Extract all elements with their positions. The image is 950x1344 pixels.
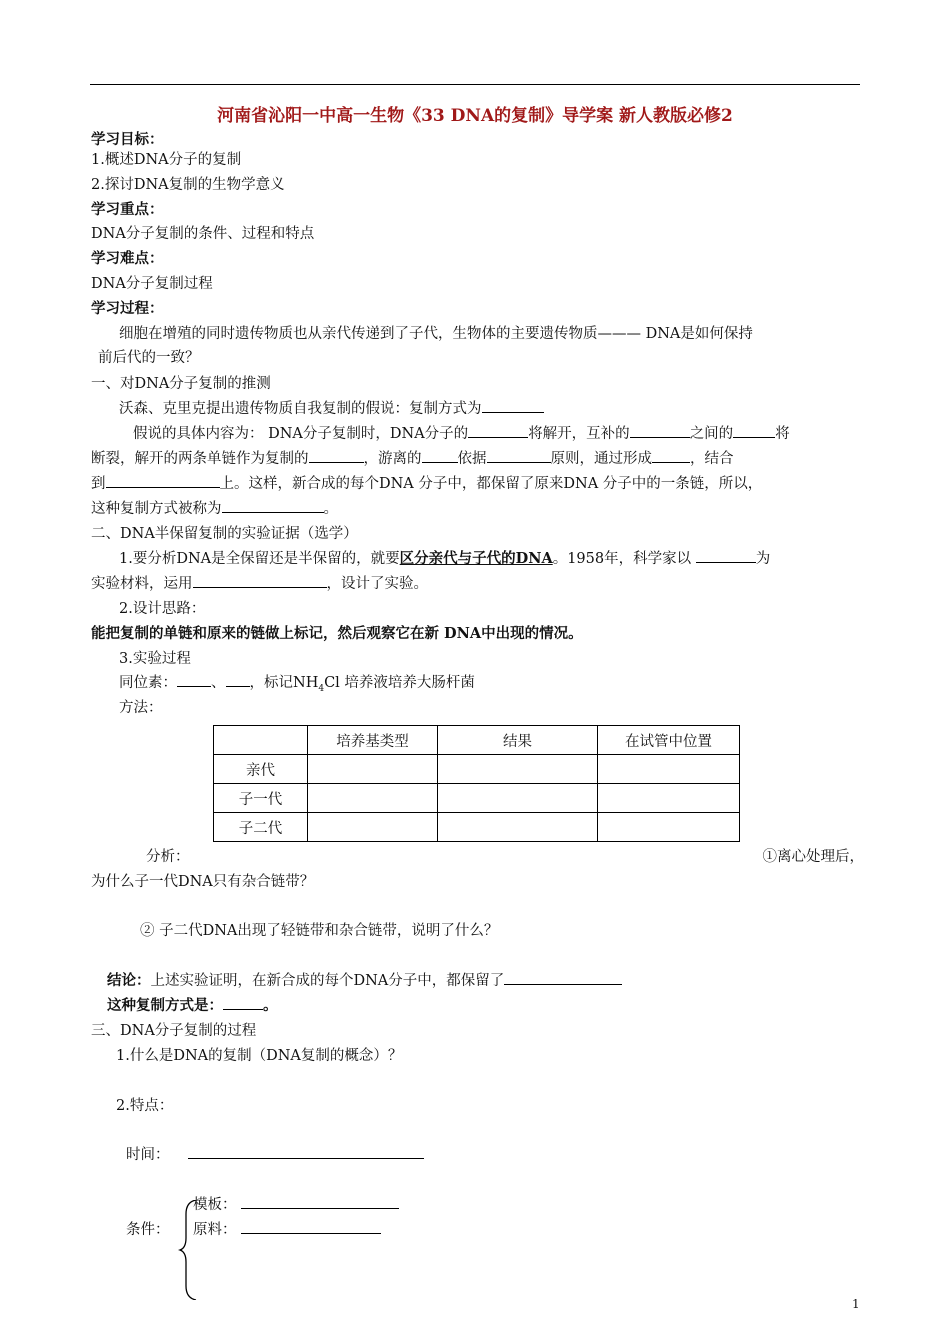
section3-q2: 2.特点： — [116, 1098, 174, 1114]
blank-field[interactable] — [193, 573, 327, 588]
section2-p1 — [119, 547, 770, 568]
table-row — [214, 755, 740, 784]
s1-text: ，结合 — [690, 451, 734, 467]
section1-heading: 一、对DNA分子复制的推测 — [91, 376, 271, 392]
section1-line3 — [91, 447, 734, 468]
s1-text: 断裂，解开的两条单链作为复制的 — [91, 451, 309, 467]
top-rule — [90, 84, 860, 85]
table-row — [214, 784, 740, 813]
s2-text: ，标记 — [249, 675, 293, 691]
section3-q1: 1.什么是DNA的复制（DNA复制的概念）？ — [116, 1048, 403, 1064]
blank-field[interactable] — [696, 548, 756, 563]
blank-field[interactable] — [222, 498, 324, 513]
s1-text: 将 — [775, 426, 790, 442]
page-title: 河南省沁阳一中高一生物《33 DNA的复制》导学案 新人教版必修2 — [217, 106, 733, 126]
blank-field[interactable] — [504, 970, 622, 985]
time-label: 时间： — [126, 1147, 170, 1163]
section2-heading: 二、DNA半保留复制的实验证据（选学） — [91, 526, 358, 542]
conclusion-line — [107, 969, 622, 990]
table-header: 培养基类型 — [308, 726, 438, 755]
s1-text: 这种复制方式被称为 — [91, 501, 222, 517]
s1-text: ，游离的 — [363, 451, 422, 467]
s1-text: 到 — [91, 476, 106, 492]
conclusion-text: 上述实验证明，在新合成的每个DNA分子中，都保留了 — [150, 973, 505, 989]
difficulties-text: DNA分子复制过程 — [91, 276, 213, 292]
section2-p3: 3.实验过程 — [119, 651, 191, 667]
page-number: 1 — [852, 1297, 860, 1311]
section1-line4 — [91, 472, 762, 493]
experiment-table — [213, 725, 740, 842]
blank-field[interactable] — [468, 423, 528, 438]
key-points-text: DNA分子复制的条件、过程和特点 — [91, 226, 315, 242]
section3-heading: 三、DNA分子复制的过程 — [91, 1023, 257, 1039]
blank-field[interactable] — [226, 672, 250, 687]
blank-field[interactable] — [652, 448, 690, 463]
blank-field[interactable] — [177, 672, 211, 687]
process-heading: 学习过程： — [91, 300, 164, 317]
objective-2: 2.探讨DNA复制的生物学意义 — [91, 177, 285, 193]
s2-text: 同位素： — [119, 675, 177, 691]
analysis-label: 分析： — [146, 849, 190, 865]
row-label: 子二代 — [214, 813, 308, 842]
s1-text: 之间的 — [689, 426, 734, 442]
objectives-heading: 学习目标： — [91, 131, 164, 148]
section1-line2 — [133, 422, 790, 443]
s1-text: 假说的具体内容为： DNA分子复制时，DNA分子的 — [133, 426, 469, 442]
material-line — [193, 1218, 381, 1239]
method-label: 方法： — [119, 700, 163, 716]
blank-field[interactable] — [422, 448, 458, 463]
blank-field[interactable] — [630, 423, 690, 438]
section2-p2: 2.设计思路： — [119, 601, 206, 617]
table-header: 在试管中位置 — [598, 726, 740, 755]
row-label: 亲代 — [214, 755, 308, 784]
table-cell[interactable] — [438, 784, 598, 813]
process-intro-2: 前后代的一致？ — [98, 350, 200, 366]
s1-text: 上。这样，新合成的每个DNA 分子中，都保留了原来DNA 分子中的一条链，所以， — [219, 476, 763, 492]
s2-text: 。1958年，科学家以 — [552, 551, 692, 567]
mode-line — [107, 994, 278, 1015]
section2-p2-bold: 能把复制的单链和原来的链做上标记，然后观察它在新 DNA中出现的情况。 — [91, 625, 583, 642]
table-cell[interactable] — [438, 813, 598, 842]
table-header: 结果 — [438, 726, 598, 755]
question-1a: ①离心处理后， — [762, 849, 864, 865]
difficulties-heading: 学习难点： — [91, 250, 164, 267]
s1-text: 。 — [323, 501, 338, 517]
row-label: 子一代 — [214, 784, 308, 813]
question-1b: 为什么子一代DNA只有杂合链带？ — [91, 874, 315, 890]
template-label: 模板： — [193, 1197, 237, 1213]
underlined-emphasis: 区分亲代与子代的DNA — [399, 550, 553, 567]
mode-label: 这种复制方式是： — [107, 997, 223, 1014]
table-cell[interactable] — [308, 813, 438, 842]
s2-text: 为 — [755, 551, 771, 567]
table-cell[interactable] — [308, 784, 438, 813]
s2-text: 实验材料，运用 — [91, 576, 193, 592]
conditions-label: 条件： — [126, 1222, 170, 1238]
blank-field[interactable] — [223, 995, 263, 1010]
template-blank[interactable] — [241, 1194, 399, 1209]
s1-text: 原则，通过形成 — [550, 451, 652, 467]
s1-text: 依据 — [457, 451, 487, 467]
material-blank[interactable] — [241, 1219, 381, 1234]
template-line — [193, 1193, 399, 1214]
s1-text: 沃森、克里克提出遗传物质自我复制的假说：复制方式为 — [119, 401, 482, 417]
s2-text: 1.要分析DNA是全保留还是半保留的，就要 — [119, 551, 400, 567]
key-points-heading: 学习重点： — [91, 201, 164, 218]
process-intro-1: 细胞在增殖的同时遗传物质也从亲代传递到了子代，生物体的主要遗传物质——— DNA是如何保持 — [119, 326, 753, 342]
s2-text: Cl 培养液培养大肠杆菌 — [324, 675, 475, 691]
section1-line5 — [91, 497, 338, 518]
question-2: ② 子二代DNA出现了轻链带和杂合链带，说明了什么？ — [140, 923, 499, 939]
blank-field[interactable] — [733, 423, 775, 438]
table-cell[interactable] — [308, 755, 438, 784]
objective-1: 1.概述DNA分子的复制 — [91, 152, 242, 168]
table-cell[interactable] — [598, 813, 740, 842]
table-cell[interactable] — [598, 755, 740, 784]
material-label: 原料： — [193, 1222, 237, 1238]
s1-text: 将解开，互补的 — [528, 426, 630, 442]
table-header — [214, 726, 308, 755]
s2-text: ，设计了实验。 — [326, 576, 428, 592]
brace-icon — [178, 1200, 198, 1300]
table-cell[interactable] — [598, 784, 740, 813]
s2-text: NH — [293, 675, 319, 691]
table-row — [214, 813, 740, 842]
time-line — [126, 1143, 424, 1164]
blank-field[interactable] — [487, 448, 551, 463]
table-cell[interactable] — [438, 755, 598, 784]
s2-text: 、 — [211, 675, 226, 691]
conclusion-label: 结论： — [107, 972, 151, 989]
blank-field[interactable] — [309, 448, 364, 463]
mode-end: 。 — [263, 997, 278, 1014]
isotope-line — [119, 671, 475, 694]
blank-field[interactable] — [106, 473, 220, 488]
table-header-row — [214, 726, 740, 755]
section2-p1-cont — [91, 572, 428, 593]
subscript: 4 — [318, 683, 325, 694]
section1-line1 — [119, 397, 544, 418]
time-blank[interactable] — [188, 1144, 424, 1159]
replication-mode-blank[interactable] — [482, 398, 544, 413]
